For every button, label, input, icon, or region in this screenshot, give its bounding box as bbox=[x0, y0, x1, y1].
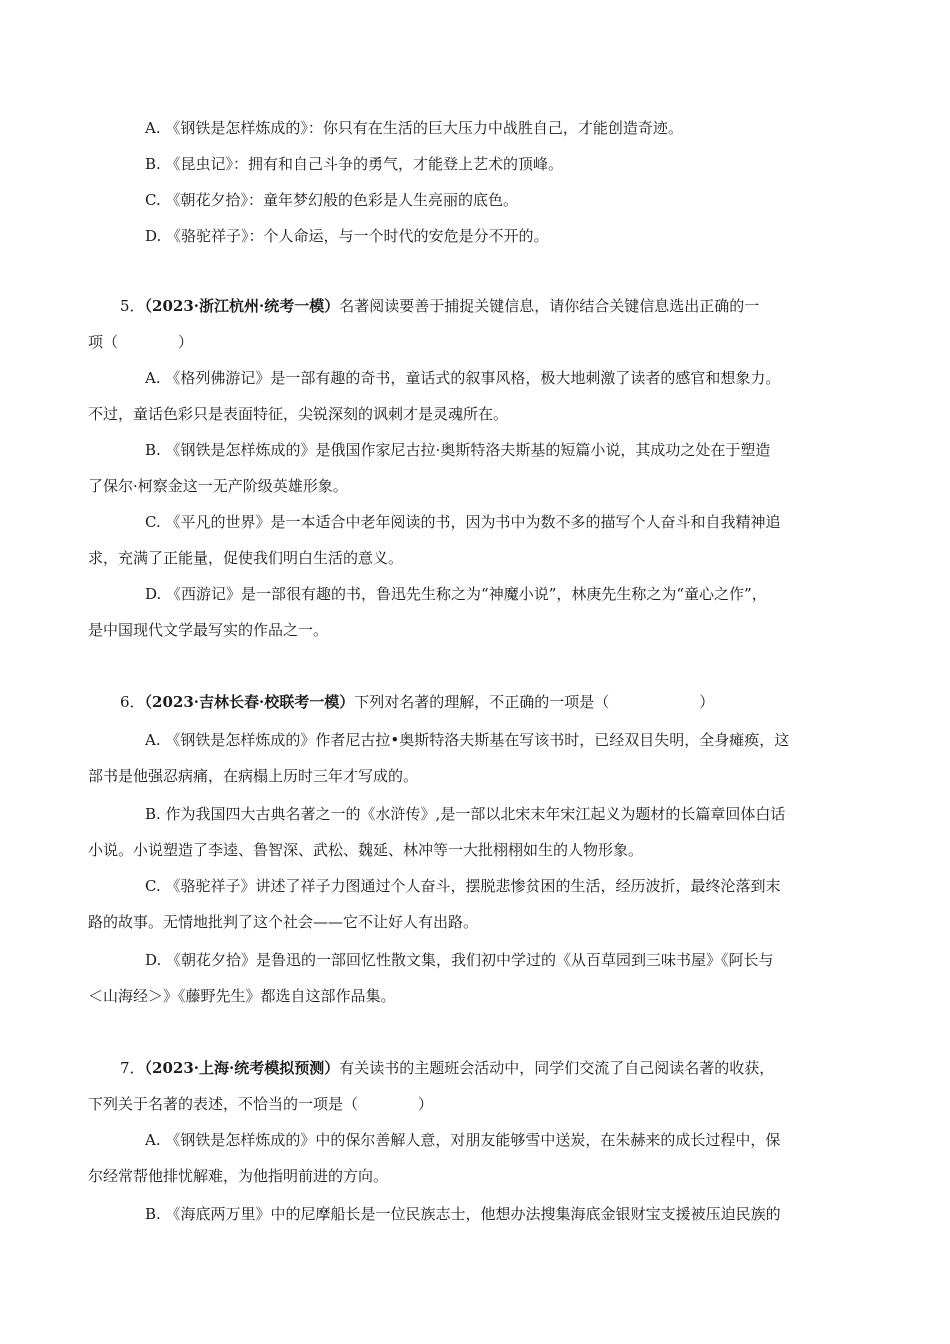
q5-number: 5． bbox=[120, 297, 145, 315]
q7-stem bbox=[120, 1058, 774, 1078]
q6-option-b-continued: 小说。小说塑造了李逵、鲁智深、武松、魏延、林冲等一大批栩栩如生的人物形象。 bbox=[88, 841, 644, 859]
q6-option-c-continued: 路的故事。无情地批判了这个社会——它不让好人有出路。 bbox=[88, 913, 479, 931]
q7-number: 7． bbox=[120, 1059, 145, 1077]
q6-source: （2023·吉林长春·校联考一模） bbox=[144, 693, 355, 711]
q5-option-d: D. 《西游记》是一部很有趣的书，鲁迅先生称之为“神魔小说”，林庚先生称之为“童心之作”， bbox=[145, 585, 767, 603]
q5-source: （2023·浙江杭州·统考一模） bbox=[144, 297, 340, 315]
q5-option-c: C. 《平凡的世界》是一本适合中老年阅读的书，因为书中为数不多的描写个人奋斗和自我精神追 bbox=[145, 513, 781, 531]
q5-stem-text: 名著阅读要善于捕捉关键信息，请你结合关键信息选出正确的一 bbox=[339, 297, 760, 315]
q6-option-a: A. 《钢铁是怎样炼成的》作者尼古拉•奥斯特洛夫斯基在写该书时，已经双目失明，全身瘫痪，这 bbox=[145, 731, 790, 749]
q7-option-b: B. 《海底两万里》中的尼摩船长是一位民族志士，他想办法搜集海底金银财宝支援被压迫民族的 bbox=[145, 1205, 781, 1223]
q6-number: 6． bbox=[120, 693, 145, 711]
q7-source: （2023·上海·统考模拟预测） bbox=[144, 1059, 340, 1077]
q6-option-a-continued: 部书是他强忍病痛，在病榻上历时三年才写成的。 bbox=[88, 767, 419, 785]
q7-option-a-continued: 尔经常帮他排忧解难，为他指明前进的方向。 bbox=[88, 1167, 389, 1185]
q5-option-c-continued: 求，充满了正能量，促使我们明白生活的意义。 bbox=[88, 549, 404, 567]
q6-stem-text: 下列对名著的理解，不正确的一项是（ ） bbox=[354, 693, 715, 711]
q4-option-b: B. 《昆虫记》：拥有和自己斗争的勇气，才能登上艺术的顶峰。 bbox=[145, 155, 564, 173]
q6-option-c: C. 《骆驼祥子》讲述了祥子力图通过个人奋斗，摆脱悲惨贫困的生活，经历波折，最终沦落到末 bbox=[145, 877, 781, 895]
q5-stem bbox=[120, 296, 759, 316]
q5-option-b: B. 《钢铁是怎样炼成的》是俄国作家尼古拉·奥斯特洛夫斯基的短篇小说，其成功之处在于塑造 bbox=[145, 441, 771, 459]
q5-option-a-continued: 不过，童话色彩只是表面特征，尖锐深刻的讽刺才是灵魂所在。 bbox=[88, 405, 509, 423]
q5-option-a: A. 《格列佛游记》是一部有趣的奇书，童话式的叙事风格，极大地刺激了读者的感官和想象力。 bbox=[145, 369, 781, 387]
q6-option-d: D. 《朝花夕拾》是鲁迅的一部回忆性散文集，我们初中学过的《从百草园到三味书屋》《阿长与 bbox=[145, 951, 774, 969]
q4-option-a: A. 《钢铁是怎样炼成的》：你只有在生活的巨大压力中战胜自己，才能创造奇迹。 bbox=[145, 119, 683, 137]
q5-option-b-continued: 了保尔·柯察金这一无产阶级英雄形象。 bbox=[88, 477, 348, 495]
q7-option-a: A. 《钢铁是怎样炼成的》中的保尔善解人意，对朋友能够雪中送炭，在朱赫来的成长过程中，保 bbox=[145, 1131, 781, 1149]
q6-stem bbox=[120, 692, 714, 712]
q6-option-b: B. 作为我国四大古典名著之一的《水浒传》,是一部以北宋末年宋江起义为题材的长篇章回体白话 bbox=[145, 805, 786, 823]
q4-option-c: C. 《朝花夕拾》：童年梦幻般的色彩是人生亮丽的底色。 bbox=[145, 191, 518, 209]
q5-stem-continued: 项（ ） bbox=[88, 333, 194, 351]
q5-option-d-continued: 是中国现代文学最写实的作品之一。 bbox=[88, 621, 329, 639]
q6-option-d-continued: ＜山海经＞》《藤野先生》都选自这部作品集。 bbox=[88, 987, 396, 1005]
q4-option-d: D. 《骆驼祥子》：个人命运，与一个时代的安危是分不开的。 bbox=[145, 227, 549, 245]
q7-stem-continued: 下列关于名著的表述，不恰当的一项是（ ） bbox=[88, 1095, 434, 1113]
q7-stem-text: 有关读书的主题班会活动中，同学们交流了自己阅读名著的收获， bbox=[339, 1059, 775, 1077]
